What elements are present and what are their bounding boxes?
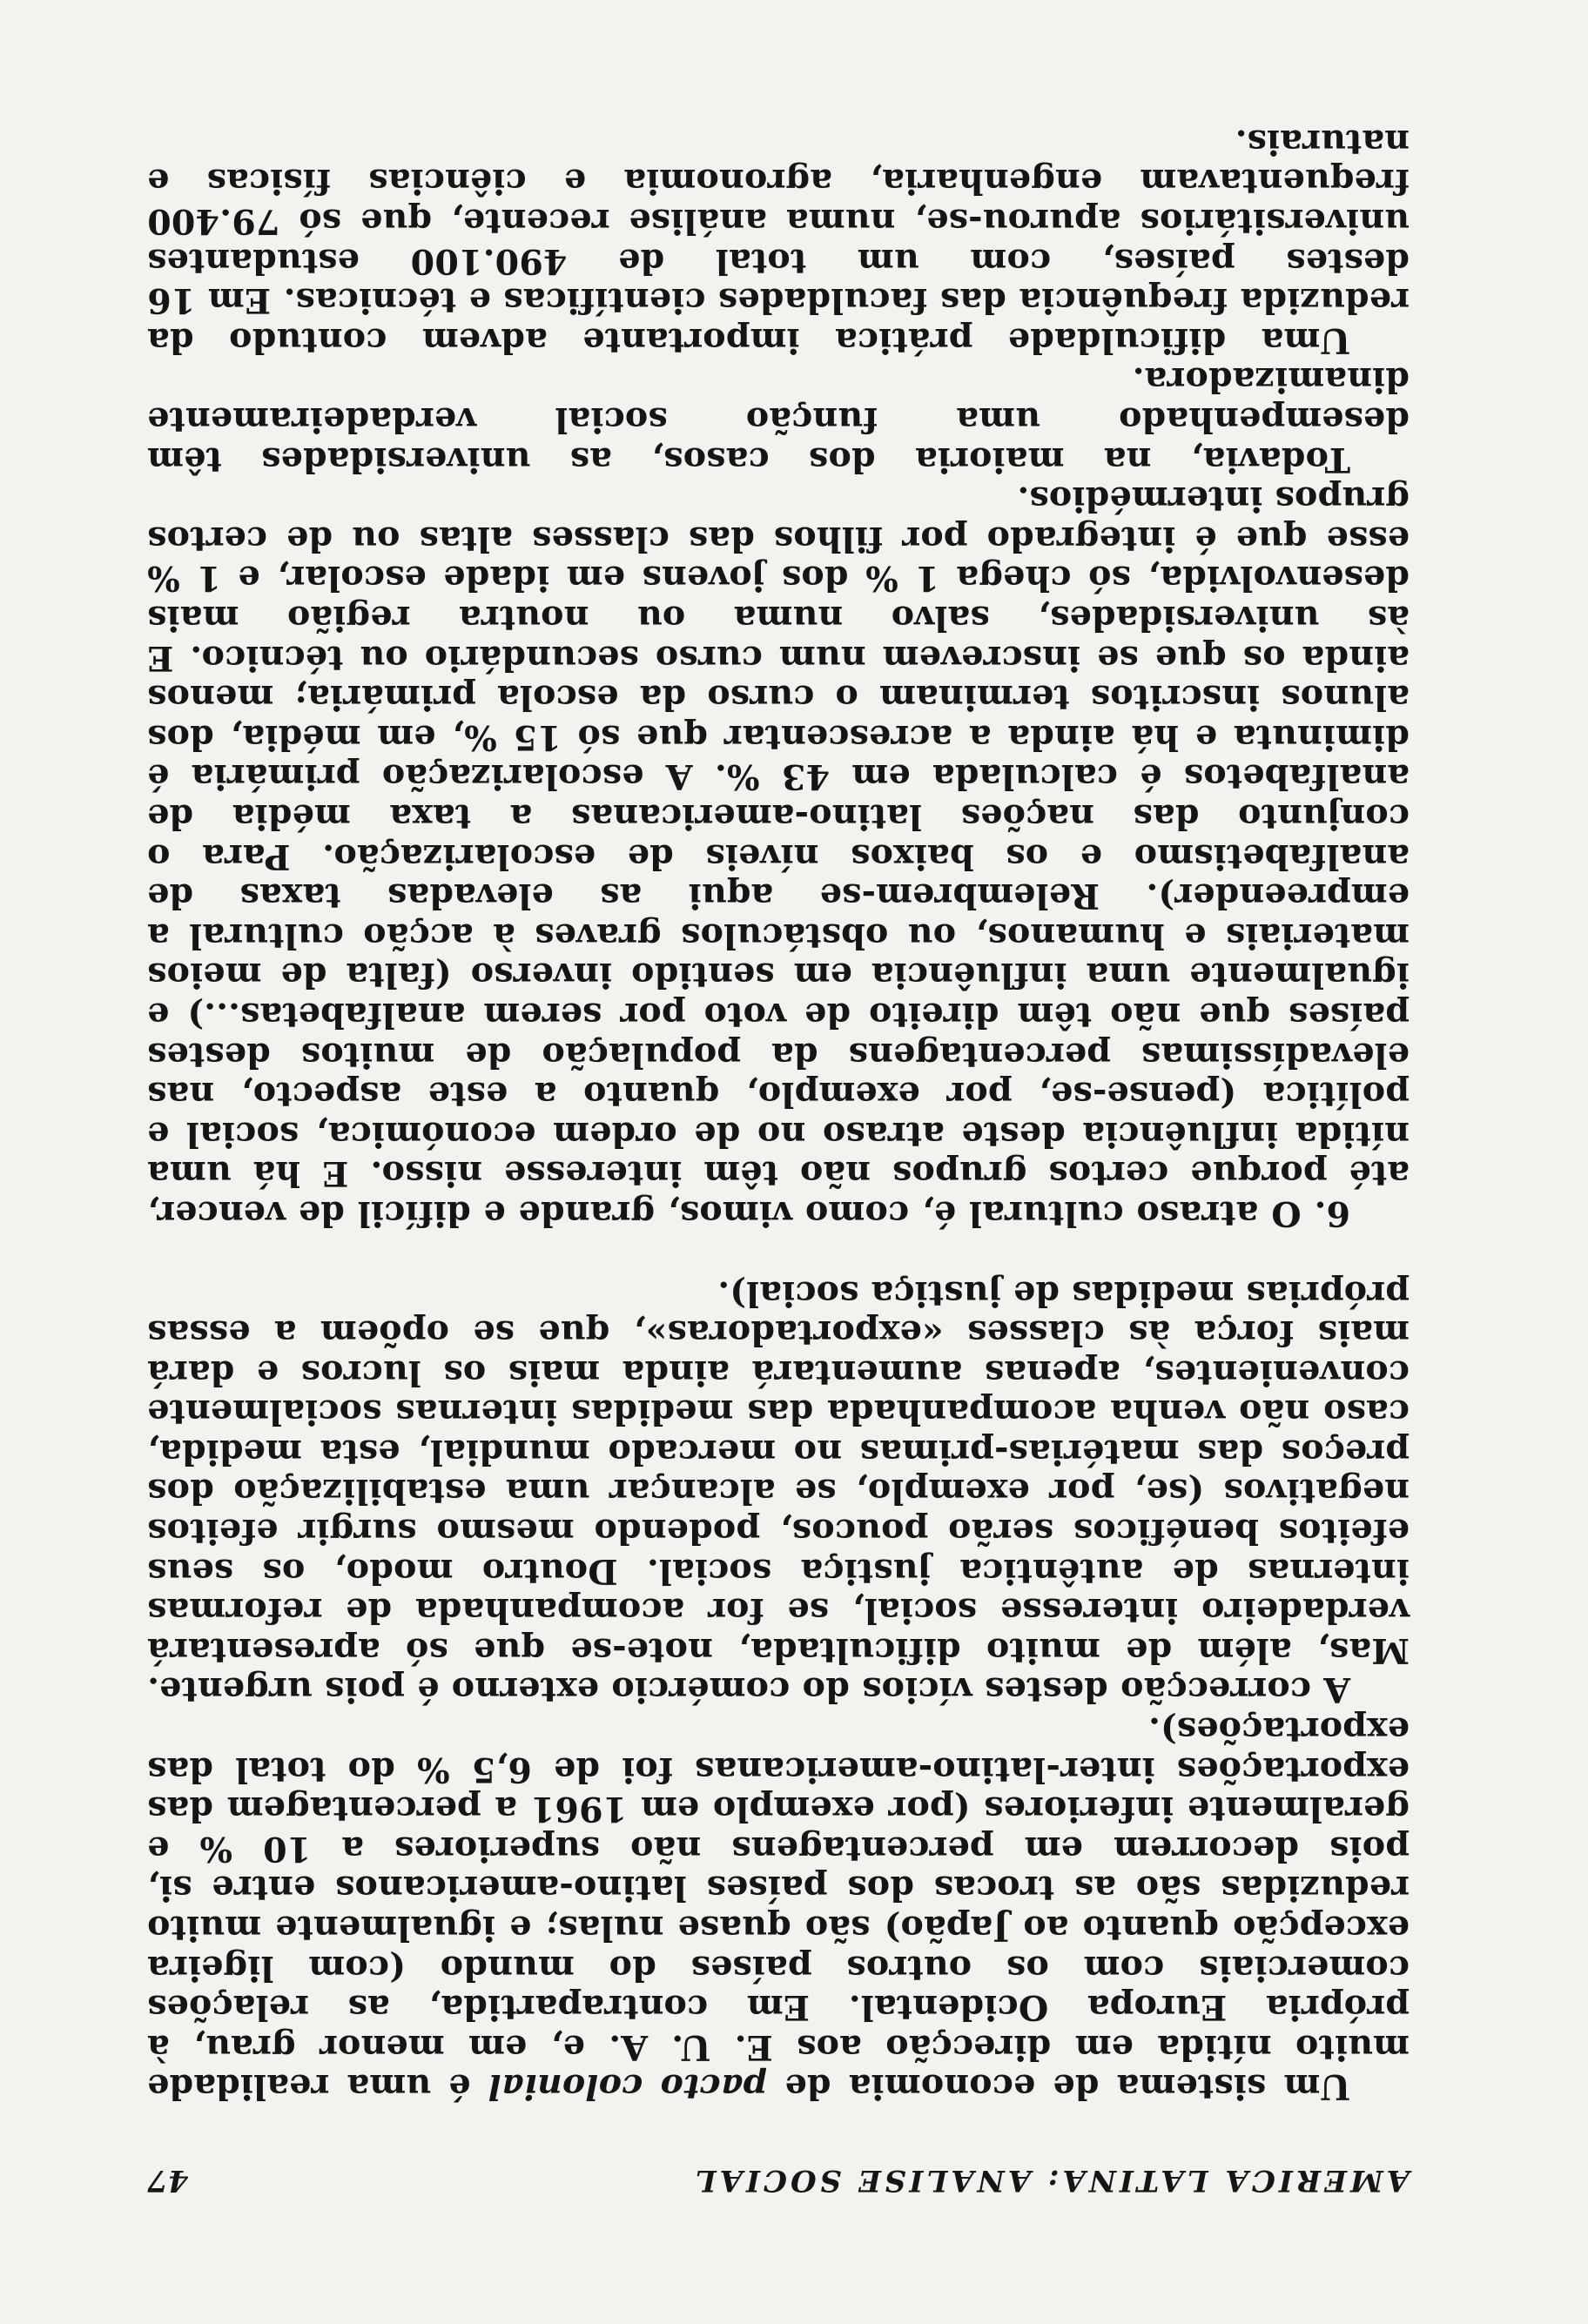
emphasized-term: pacto colonial xyxy=(488,2066,768,2107)
paragraph-atraso-cultural: 6. O atraso cultural é, como vimos, grande e difícil de vencer, até porque certos grupos não têm interesse nisso. E há uma nítida influência deste atraso no de ordem económica, social e política (pense-se, por exemplo, quanto a este aspecto, nas elevadíssimas percentagens da população de muitos destes países que não têm direito de voto por serem analfabetas...) e igualmente uma influência em sentido inverso (falta de meios materiais e humanos, ou obstáculos graves à acção cultural a empreender). Relembrem-se aqui as elevadas taxas de analfabetismo e os baixos níveis de escolarização. Para o conjunto das nações latino-americanas a taxa média de analfabetos é calculada em 43 %. A escolarização primária é diminuta e há ainda a acrescentar que só 15 %, em média, dos alunos inscritos terminam o curso da escola primária; menos ainda os que se inscrevem num curso secundário ou técnico. E às universidades, salvo numa ou noutra região mais desenvolvida, só chega 1 % dos jovens em idade escolar, e 1 % esse que é integrado por filhos das classes altas ou de certos grupos intermédios. xyxy=(147,479,1410,1233)
paragraph-comercio-externo: A correcção destes vícios do comércio externo é pois urgente. Mas, além de muito dificultada, note-se que só apresentará verdadeiro interesse social, se for acompanhada de reformas internas de autêntica justiça social. Doutro modo, os seus efeitos benéficos serão poucos, podendo mesmo surgir efeitos negativos (se, por exemplo, se alcançar uma estabilização dos preços das matérias-primas no mercado mundial, esta medida, caso não venha acompanhada das medidas internas socialmente convenientes, apenas aumentará ainda mais os lucros e dará mais força às classes «exportadoras», que se opõem a essas próprias medidas de justiça social). xyxy=(147,1273,1410,1710)
paragraph-text-start: Um sistema de economia de xyxy=(767,2066,1350,2107)
paragraph-pacto-colonial xyxy=(147,1709,1410,2106)
page-header xyxy=(147,2159,1410,2200)
running-title: AMERICA LATINA: ANALISE SOCIAL xyxy=(691,2163,1410,2198)
paragraph-text-end: é uma realidade muito nítida em direcção aos E. U. A. e, em menor grau, à própria Europa Ocidental. Em contrapartida, as relações comerciais com os outros países do mundo (com ligeira excepção quanto ao Japão) são quase nulas; e igualmente muito reduzidas são as trocas dos países latino-americanos entre si, pois decorrem em percentagens não superiores a 10 % e geralmente inferiores (por exemplo em 1961 a percentagem das exportações inter-latino-americanas foi de 6,5 % do total das exportações). xyxy=(146,1709,1410,2107)
paragraph-universidades: Todavia, na maioria dos casos, as universidades têm desempenhado uma função social verdadeiramente dinamizadora. xyxy=(147,359,1410,480)
page-number: 47 xyxy=(147,2163,189,2198)
paragraph-dificuldade: Uma dificuldade prática importante advem contudo da reduzida frequência das faculdades científicas e técnicas. Em 16 destes países, com um total de 490.100 estudantes universitários apurou-se, numa análise recente, que só 79.400 frequentavam engenharia, agronomia e ciências físicas e naturais. xyxy=(147,121,1410,360)
page-content xyxy=(147,121,1410,2200)
